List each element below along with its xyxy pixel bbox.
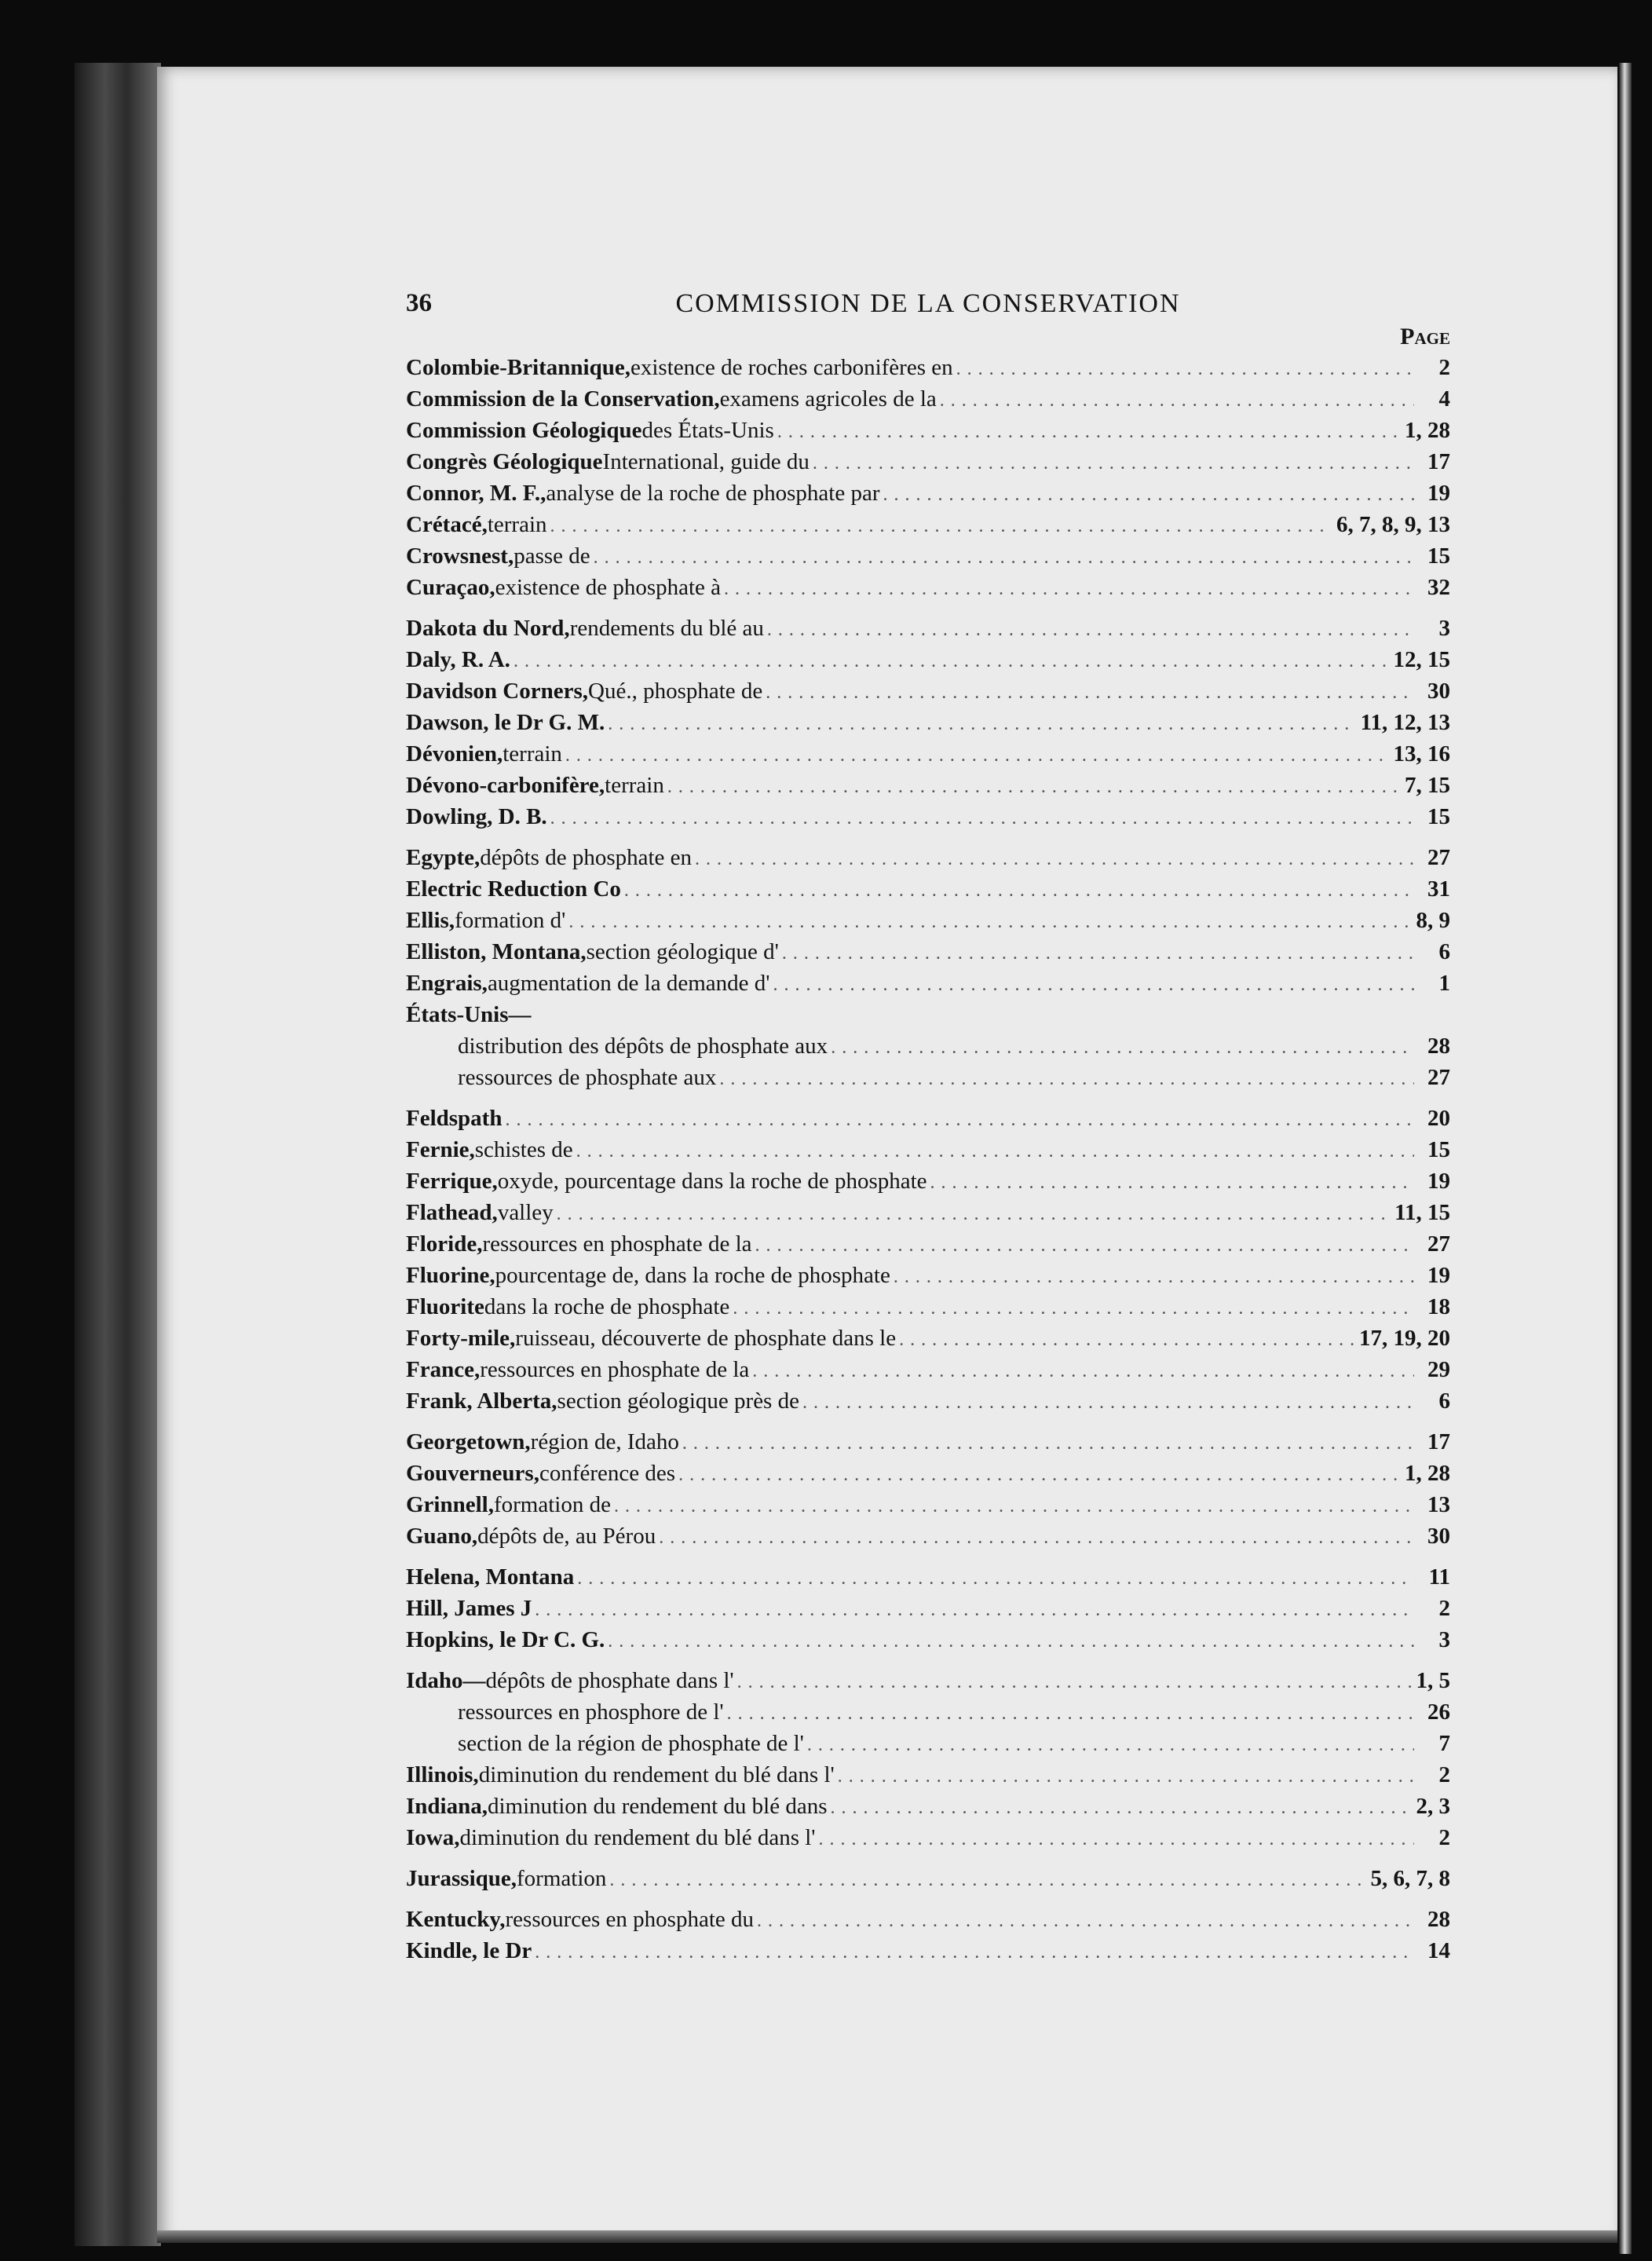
dot-leader (724, 575, 1414, 601)
index-entry (406, 1169, 1450, 1200)
entry-term: Fluorine, (406, 1263, 495, 1288)
dot-leader (733, 1294, 1414, 1320)
entry-term: Illinois, (406, 1762, 479, 1787)
dot-leader (802, 1388, 1414, 1414)
page-references: 3 (1438, 616, 1450, 641)
running-head (406, 289, 1450, 327)
dot-leader (514, 647, 1389, 673)
entry-term: Daly, R. A. (406, 647, 510, 672)
index-entry (406, 1627, 1450, 1659)
entry-term: Crétacé, (406, 512, 488, 537)
dot-leader (831, 1034, 1414, 1059)
entry-term: Helena, Montana (406, 1564, 575, 1590)
entry-term: Fluorite (406, 1294, 484, 1319)
entry-term: Elliston, Montana, (406, 939, 587, 964)
index-entry (406, 616, 1450, 647)
entry-term: Grinnell, (406, 1492, 494, 1517)
index-entry (406, 512, 1450, 543)
dot-leader (624, 876, 1414, 902)
page-references: 7 (1438, 1731, 1450, 1756)
entry-term: Gouverneurs, (406, 1461, 539, 1486)
index-entry (406, 1263, 1450, 1294)
dot-leader (930, 1169, 1414, 1195)
index-entry (406, 1825, 1450, 1857)
entry-description: schistes de (474, 1137, 573, 1162)
page-references: 6, 7, 8, 9, 13 (1336, 512, 1450, 537)
entry-description: distribution des dépôts de phosphate aux (458, 1034, 828, 1059)
page-references: 27 (1427, 1231, 1450, 1257)
dot-leader (894, 1263, 1414, 1289)
index-entry (406, 1429, 1450, 1461)
entry-description: formation (517, 1866, 607, 1891)
entry-description: dépôts de, au Pérou (477, 1524, 656, 1549)
group-separator (406, 1897, 1450, 1907)
index-entry (406, 1106, 1450, 1137)
entry-description: ressources en phosphore de l' (458, 1699, 724, 1725)
entry-description: dépôts de phosphate en (480, 845, 693, 870)
entry-description: section géologique d' (586, 939, 779, 964)
dot-leader (813, 449, 1414, 475)
page-references: 19 (1427, 1169, 1450, 1194)
index-entries (406, 355, 1450, 1970)
page-references: 17, 19, 20 (1359, 1326, 1450, 1351)
dot-leader (838, 1762, 1414, 1788)
index-entry (406, 1002, 1450, 1034)
dot-leader (757, 1907, 1414, 1933)
dot-leader (899, 1326, 1354, 1352)
index-entry (406, 1762, 1450, 1794)
index-entry (406, 543, 1450, 575)
index-entry (406, 1907, 1450, 1938)
book-spine (75, 63, 161, 2246)
page-references: 6 (1438, 939, 1450, 964)
dot-leader (594, 543, 1414, 569)
page-references: 29 (1427, 1357, 1450, 1382)
entry-term: Engrais, (406, 971, 488, 996)
index-entry (406, 1326, 1450, 1357)
page-references: 28 (1427, 1907, 1450, 1932)
index-entry (406, 575, 1450, 606)
dot-leader (737, 1668, 1412, 1694)
dot-leader (535, 1938, 1414, 1964)
entry-description: examens agricoles de la (719, 386, 937, 412)
index-entry (406, 1938, 1450, 1970)
entry-term: Dakota du Nord, (406, 616, 570, 641)
entry-term: Connor, M. F., (406, 481, 546, 506)
index-entry (406, 845, 1450, 876)
page-references: 11, 15 (1394, 1200, 1450, 1225)
page-references: 7, 15 (1405, 773, 1450, 798)
dot-leader (577, 1564, 1414, 1590)
index-entry (406, 804, 1450, 836)
dot-leader (535, 1596, 1414, 1622)
dot-leader (782, 939, 1414, 965)
entry-term: Iowa, (406, 1825, 460, 1850)
group-separator (406, 1659, 1450, 1668)
entry-description: formation de (493, 1492, 611, 1517)
entry-description: rendements du blé au (569, 616, 764, 641)
entry-description: région de, Idaho (530, 1429, 679, 1454)
page-references: 18 (1427, 1294, 1450, 1319)
index-entry (406, 971, 1450, 1002)
entry-term: Hopkins, le Dr C. G. (406, 1627, 605, 1652)
entry-description: section géologique près de (557, 1388, 799, 1414)
page-column-label: Page (1400, 324, 1450, 349)
entry-description: diminution du rendement du blé dans l' (459, 1825, 816, 1850)
page-references: 26 (1427, 1699, 1450, 1725)
group-separator (406, 836, 1450, 845)
dot-leader (831, 1794, 1412, 1820)
entry-description: Qué., phosphate de (588, 679, 763, 704)
dot-leader (608, 710, 1355, 736)
dot-leader (550, 512, 1332, 538)
entry-term: Indiana, (406, 1794, 488, 1819)
page-references: 13 (1427, 1492, 1450, 1517)
page-references: 15 (1427, 1137, 1450, 1162)
page-references: 27 (1427, 1065, 1450, 1090)
index-entry (406, 1388, 1450, 1420)
entry-term: Flathead, (406, 1200, 498, 1225)
index-entry (406, 1564, 1450, 1596)
index-subentry (406, 1065, 1450, 1096)
index-entry (406, 449, 1450, 481)
page-references: 17 (1427, 449, 1450, 474)
index-entry (406, 386, 1450, 418)
page-references: 32 (1427, 575, 1450, 600)
dot-leader (956, 355, 1414, 381)
entry-term: Davidson Corners, (406, 679, 589, 704)
index-subentry (406, 1699, 1450, 1731)
page-bottom-edge (157, 2230, 1617, 2243)
page-references: 1, 5 (1416, 1668, 1450, 1693)
page-references: 5, 6, 7, 8 (1370, 1866, 1450, 1891)
page-references: 30 (1427, 1524, 1450, 1549)
entry-description: International, guide du (602, 449, 810, 474)
page-references: 6 (1438, 1388, 1450, 1414)
entry-term: Colombie-Britannique, (406, 355, 630, 380)
dot-leader (565, 741, 1389, 767)
index-entry (406, 1294, 1450, 1326)
entry-term: Forty-mile, (406, 1326, 516, 1351)
page-references: 2, 3 (1416, 1794, 1450, 1819)
entry-description: oxyde, pourcentage dans la roche de phosphate (497, 1169, 927, 1194)
entry-term: Congrès Géologique (406, 449, 603, 474)
entry-term: Dowling, D. B. (406, 804, 547, 829)
index-entry (406, 481, 1450, 512)
index-entry (406, 1668, 1450, 1699)
dot-leader (550, 804, 1414, 830)
page-references: 2 (1438, 1825, 1450, 1850)
entry-term: Idaho— (406, 1668, 486, 1693)
entry-description: passe de (514, 543, 590, 569)
entry-description: ressources de phosphate aux (458, 1065, 717, 1090)
entry-term: Dévono-carbonifère, (406, 773, 605, 798)
page-references: 17 (1427, 1429, 1450, 1454)
page-references: 11, 12, 13 (1360, 710, 1450, 735)
entry-term: Egypte, (406, 845, 481, 870)
dot-leader (568, 908, 1411, 934)
page-references: 27 (1427, 845, 1450, 870)
entry-term: France, (406, 1357, 481, 1382)
index-entry (406, 939, 1450, 971)
dot-leader (682, 1429, 1414, 1455)
group-separator (406, 1857, 1450, 1866)
dot-leader (609, 1866, 1365, 1892)
entry-description: dans la roche de phosphate (484, 1294, 730, 1319)
page-references: 19 (1427, 481, 1450, 506)
entry-description: diminution du rendement du blé dans (487, 1794, 828, 1819)
dot-leader (773, 971, 1414, 997)
index-entry (406, 908, 1450, 939)
index-entry (406, 1357, 1450, 1388)
page-references: 15 (1427, 543, 1450, 569)
dot-leader (608, 1627, 1414, 1653)
index-entry (406, 1137, 1450, 1169)
page-references: 14 (1427, 1938, 1450, 1963)
index-entry (406, 679, 1450, 710)
page-references: 2 (1438, 355, 1450, 380)
index-entry (406, 418, 1450, 449)
dot-leader (940, 386, 1414, 412)
index-entry (406, 741, 1450, 773)
page-references: 15 (1427, 804, 1450, 829)
entry-term: Floride, (406, 1231, 483, 1257)
entry-description: terrain (503, 741, 562, 766)
entry-term: Fernie, (406, 1137, 475, 1162)
index-entry (406, 355, 1450, 386)
entry-description: analyse de la roche de phosphate par (546, 481, 880, 506)
entry-description: existence de roches carbonifères en (630, 355, 953, 380)
entry-description: valley (497, 1200, 554, 1225)
running-title: COMMISSION DE LA CONSERVATION (675, 289, 1181, 318)
entry-term: Kindle, le Dr (406, 1938, 532, 1963)
dot-leader (505, 1106, 1414, 1132)
page-references: 1, 28 (1405, 418, 1450, 443)
entry-term: Hill, James J (406, 1596, 532, 1621)
entry-description: ressources en phosphate de la (482, 1231, 752, 1257)
dot-leader (755, 1231, 1415, 1257)
entry-description: conférence des (539, 1461, 676, 1486)
entry-description: dépôts de phosphate dans l' (485, 1668, 734, 1693)
entry-term: Georgetown, (406, 1429, 531, 1454)
page-references: 13, 16 (1393, 741, 1450, 766)
index-entry (406, 876, 1450, 908)
entry-description: diminution du rendement du blé dans l' (478, 1762, 835, 1787)
dot-leader (752, 1357, 1414, 1383)
entry-term: Dévonien, (406, 741, 503, 766)
page-references: 2 (1438, 1762, 1450, 1787)
index-entry (406, 1596, 1450, 1627)
page-references: 12, 15 (1393, 647, 1450, 672)
dot-leader (719, 1065, 1414, 1091)
group-separator (406, 606, 1450, 616)
dot-leader (659, 1524, 1414, 1549)
entry-description: augmentation de la demande d' (487, 971, 770, 996)
index-entry (406, 1524, 1450, 1555)
index-entry (406, 773, 1450, 804)
entry-term: Jurassique, (406, 1866, 517, 1891)
group-separator (406, 1555, 1450, 1564)
entry-term: Kentucky, (406, 1907, 506, 1932)
index-entry (406, 710, 1450, 741)
entry-term: États-Unis— (406, 1002, 532, 1027)
dot-leader (695, 845, 1414, 871)
page-references: 28 (1427, 1034, 1450, 1059)
entry-description: ruisseau, découverte de phosphate dans le (515, 1326, 897, 1351)
dot-leader (819, 1825, 1414, 1851)
entry-term: Electric Reduction Co (406, 876, 621, 902)
index-entry (406, 1866, 1450, 1897)
page-references: 1, 28 (1405, 1461, 1450, 1486)
entry-description: pourcentage de, dans la roche de phosphate (495, 1263, 890, 1288)
dot-leader (557, 1200, 1390, 1226)
entry-term: Frank, Alberta, (406, 1388, 557, 1414)
entry-term: Feldspath (406, 1106, 503, 1131)
page-references: 1 (1438, 971, 1450, 996)
entry-description: des États-Unis (641, 418, 774, 443)
dot-leader (777, 418, 1400, 444)
dot-leader (766, 679, 1414, 704)
page-number: 36 (406, 289, 432, 317)
page-references: 19 (1427, 1263, 1450, 1288)
page-references: 2 (1438, 1596, 1450, 1621)
index-entry (406, 1794, 1450, 1825)
page-references: 8, 9 (1416, 908, 1450, 933)
entry-term: Ellis, (406, 908, 455, 933)
entry-term: Dawson, le Dr G. M. (406, 710, 605, 735)
entry-term: Commission de la Conservation, (406, 386, 720, 412)
entry-description: formation d' (455, 908, 566, 933)
dot-leader (667, 773, 1400, 799)
index-entry (406, 1492, 1450, 1524)
entry-description: section de la région de phosphate de l' (458, 1731, 804, 1756)
entry-description: terrain (487, 512, 547, 537)
entry-term: Crowsnest, (406, 543, 514, 569)
dot-leader (678, 1461, 1400, 1487)
page-references: 31 (1427, 876, 1450, 902)
dot-leader (767, 616, 1414, 642)
index-entry (406, 1200, 1450, 1231)
index-content (406, 289, 1450, 1970)
entry-term: Commission Géologique (406, 418, 642, 443)
index-entry (406, 647, 1450, 679)
page-references: 20 (1427, 1106, 1450, 1131)
entry-term: Ferrique, (406, 1169, 498, 1194)
entry-description: terrain (605, 773, 664, 798)
entry-description: existence de phosphate à (495, 575, 722, 600)
page-references: 3 (1438, 1627, 1450, 1652)
dot-leader (614, 1492, 1414, 1518)
dot-leader (807, 1731, 1414, 1757)
entry-term: Guano, (406, 1524, 478, 1549)
group-separator (406, 1096, 1450, 1106)
entry-description: ressources en phosphate du (505, 1907, 754, 1932)
index-entry (406, 1461, 1450, 1492)
index-entry (406, 1231, 1450, 1263)
page-references: 30 (1427, 679, 1450, 704)
entry-term: Curaçao, (406, 575, 495, 600)
group-separator (406, 1420, 1450, 1429)
dot-leader (727, 1699, 1414, 1725)
dot-leader (576, 1137, 1414, 1163)
index-subentry (406, 1034, 1450, 1065)
page-references: 11 (1428, 1564, 1450, 1590)
page-references: 4 (1438, 386, 1450, 412)
entry-description: ressources en phosphate de la (480, 1357, 750, 1382)
page-edge (1619, 63, 1632, 2254)
dot-leader (883, 481, 1415, 507)
index-subentry (406, 1731, 1450, 1762)
